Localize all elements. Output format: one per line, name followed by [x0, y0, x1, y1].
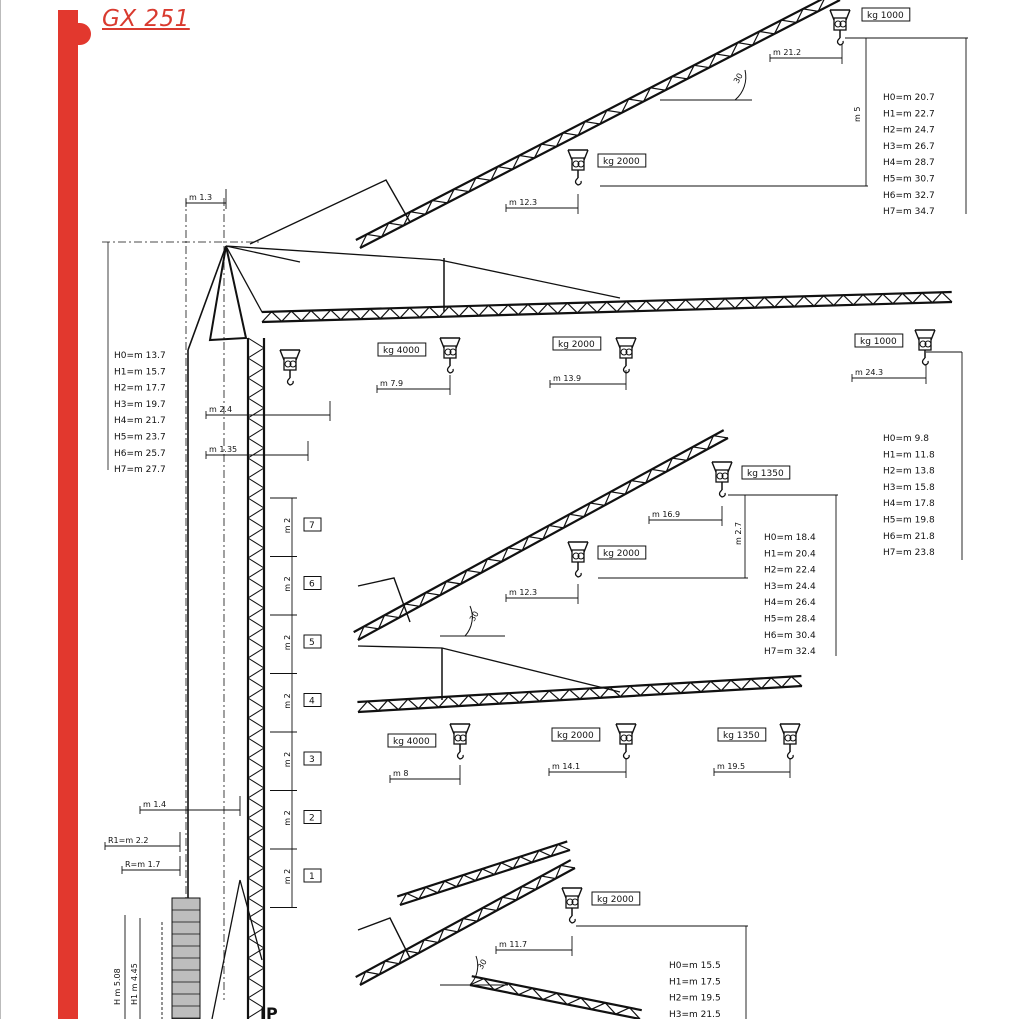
main-jib-web [262, 292, 952, 322]
bottom-angle-arc [470, 956, 478, 985]
mid-height-2: H2=m 22.4 [764, 565, 816, 576]
outrigger [212, 880, 262, 1019]
bottom-hook-2000 [566, 896, 578, 923]
main-jib-chord-a [262, 302, 952, 322]
top-reach-123: m 12.3 [509, 198, 538, 207]
mid-reach-169: m 16.9 [652, 510, 681, 519]
apex-frame [210, 246, 246, 340]
counter-tie-top [188, 246, 226, 350]
short-hook-2000 [620, 732, 632, 759]
bottom-angle: 30 [475, 957, 489, 971]
main-hook-1000 [919, 338, 931, 365]
bottom-height-1: H1=m 17.5 [669, 977, 721, 988]
mid-height-6: H6=m 30.4 [764, 630, 816, 641]
main-height-3: H3=m 19.7 [114, 399, 166, 410]
main-load-1000: kg 1000 [860, 337, 897, 347]
dim-h445: H1 m 4.45 [130, 963, 139, 1005]
section-number-2: 2 [309, 813, 315, 824]
mid-hook-2000-hook [576, 570, 582, 577]
hook-height-3: H3=m 15.8 [883, 482, 935, 493]
top-height-6: H6=m 32.7 [883, 190, 935, 201]
bottom-hook-2000-hook [570, 916, 576, 923]
main-reach-79: m 7.9 [380, 379, 404, 388]
hook-height-4: H4=m 17.8 [883, 499, 935, 510]
section-length-3: m 2 [283, 751, 292, 768]
short-hook-4000 [454, 732, 466, 759]
top-height-2: H2=m 24.7 [883, 125, 935, 136]
top-load-2000: kg 2000 [603, 157, 640, 167]
main-height-6: H6=m 25.7 [114, 448, 166, 459]
short-hook-2000-hook [624, 752, 630, 759]
short-load-2000: kg 2000 [557, 731, 594, 741]
section-number-4: 4 [309, 696, 315, 707]
mid-reach-123: m 12.3 [509, 588, 538, 597]
dim-m14: m 1.4 [143, 800, 167, 809]
mid-hook-2000 [572, 550, 584, 577]
main-hook-counter-hook [288, 378, 294, 385]
dim-r1: R1=m 2.2 [108, 836, 149, 845]
bottom-height-0: H0=m 15.5 [669, 961, 721, 971]
model-title: GX 251 [102, 6, 190, 32]
main-height-1: H1=m 15.7 [114, 367, 166, 378]
mid-height-4: H4=m 26.4 [764, 598, 816, 609]
section-number-6: 6 [309, 579, 315, 590]
bottom-height-3: H3=m 21.5 [669, 1009, 721, 1019]
dim-24: m 2.4 [209, 405, 233, 414]
short-jib-tie [358, 646, 620, 692]
main-height-4: H4=m 21.7 [114, 416, 166, 427]
short-hook-4000-hook [458, 752, 464, 759]
main-reach-139: m 13.9 [553, 374, 582, 383]
bottom-height-2: H2=m 19.5 [669, 993, 721, 1004]
top-height-4: H4=m 28.7 [883, 158, 935, 169]
mid-hook-1350-hook [720, 490, 726, 497]
section-number-7: 7 [309, 521, 315, 531]
top-hook-2000-hook [576, 178, 582, 185]
bottom-reach-117: m 11.7 [499, 940, 528, 949]
top-reach-212: m 21.2 [773, 48, 802, 57]
mid-height-1: H1=m 20.4 [764, 549, 816, 560]
section-length-1: m 2 [283, 868, 292, 885]
bottom-jib-folded-chord-a [470, 985, 640, 1019]
main-jib-tie-a [226, 246, 620, 298]
short-reach-195: m 19.5 [717, 762, 746, 771]
top-hook-1000-hook [838, 38, 844, 45]
mid-angle: 30 [467, 609, 481, 623]
main-height-0: H0=m 13.7 [114, 351, 166, 361]
bottom-jib-upper-chord-a [400, 850, 570, 905]
dim-r: R=m 1.7 [125, 860, 161, 869]
dim-top-13: m 1.3 [189, 193, 213, 202]
top-hook-2000 [572, 158, 584, 185]
mid-height-7: H7=m 32.4 [764, 647, 816, 658]
ballast-block [172, 898, 200, 1019]
section-number-5: 5 [309, 638, 315, 648]
hook-height-5: H5=m 19.8 [883, 515, 935, 526]
short-load-1350: kg 1350 [723, 731, 760, 741]
top-load-1000: kg 1000 [867, 11, 904, 21]
mid-height-0: H0=m 18.4 [764, 533, 816, 543]
top-height-7: H7=m 34.7 [883, 207, 935, 218]
section-length-4: m 2 [283, 693, 292, 709]
top-height-0: H0=m 20.7 [883, 93, 935, 103]
top-hook-1000 [834, 18, 846, 45]
top-rise-label: m 5 [853, 106, 862, 122]
main-hook-4000 [444, 346, 456, 373]
mid-height-5: H5=m 28.4 [764, 614, 816, 625]
mid-hook-1350 [716, 470, 728, 497]
mid-height-3: H3=m 24.4 [764, 581, 816, 592]
mid-luffed-jib-chord-b [354, 430, 724, 632]
main-hook-1000-hook [923, 358, 929, 365]
main-reach-243: m 24.3 [855, 368, 884, 377]
bottom-load-2000: kg 2000 [597, 895, 634, 905]
mid-rise-label: m 2.7 [734, 521, 743, 545]
main-hook-4000-hook [448, 366, 454, 373]
main-load-2000: kg 2000 [558, 340, 595, 350]
main-height-5: H5=m 23.7 [114, 432, 166, 443]
short-load-4000: kg 4000 [393, 737, 430, 747]
short-reach-8: m 8 [393, 769, 409, 778]
top-height-1: H1=m 22.7 [883, 109, 935, 120]
short-hook-1350-hook [788, 752, 794, 759]
hook-height-2: H2=m 13.8 [883, 466, 935, 477]
bottom-jib-lower-chord-a [360, 868, 575, 985]
top-height-5: H5=m 30.7 [883, 174, 935, 185]
hook-height-0: H0=m 9.8 [883, 434, 929, 444]
section-number-1: 1 [309, 872, 315, 882]
main-height-2: H2=m 17.7 [114, 383, 166, 394]
section-length-2: m 2 [283, 810, 292, 826]
main-hook-2000 [620, 346, 632, 373]
top-angle: 30 [731, 71, 745, 85]
main-hook-counter [284, 358, 296, 385]
hook-height-1: H1=m 11.8 [883, 450, 935, 461]
top-height-3: H3=m 26.7 [883, 141, 935, 152]
hook-height-7: H7=m 23.8 [883, 548, 935, 559]
section-length-6: m 2 [283, 576, 292, 592]
dim-h508: H m 5.08 [113, 968, 122, 1005]
base-ip-label: IP [260, 1004, 278, 1019]
main-load-4000: kg 4000 [383, 346, 420, 356]
section-length-7: m 2 [283, 517, 292, 534]
hook-height-6: H6=m 21.8 [883, 531, 935, 542]
mid-load-2000: kg 2000 [603, 549, 640, 559]
mid-load-1350: kg 1350 [747, 469, 784, 479]
dim-135: m 1.35 [209, 445, 238, 454]
short-hook-1350 [784, 732, 796, 759]
main-height-7: H7=m 27.7 [114, 465, 166, 476]
section-length-5: m 2 [283, 634, 292, 651]
top-luffed-jib-chord-b [356, 0, 836, 240]
section-number-3: 3 [309, 755, 315, 765]
short-reach-141: m 14.1 [552, 762, 581, 771]
apex-tie [226, 246, 262, 312]
